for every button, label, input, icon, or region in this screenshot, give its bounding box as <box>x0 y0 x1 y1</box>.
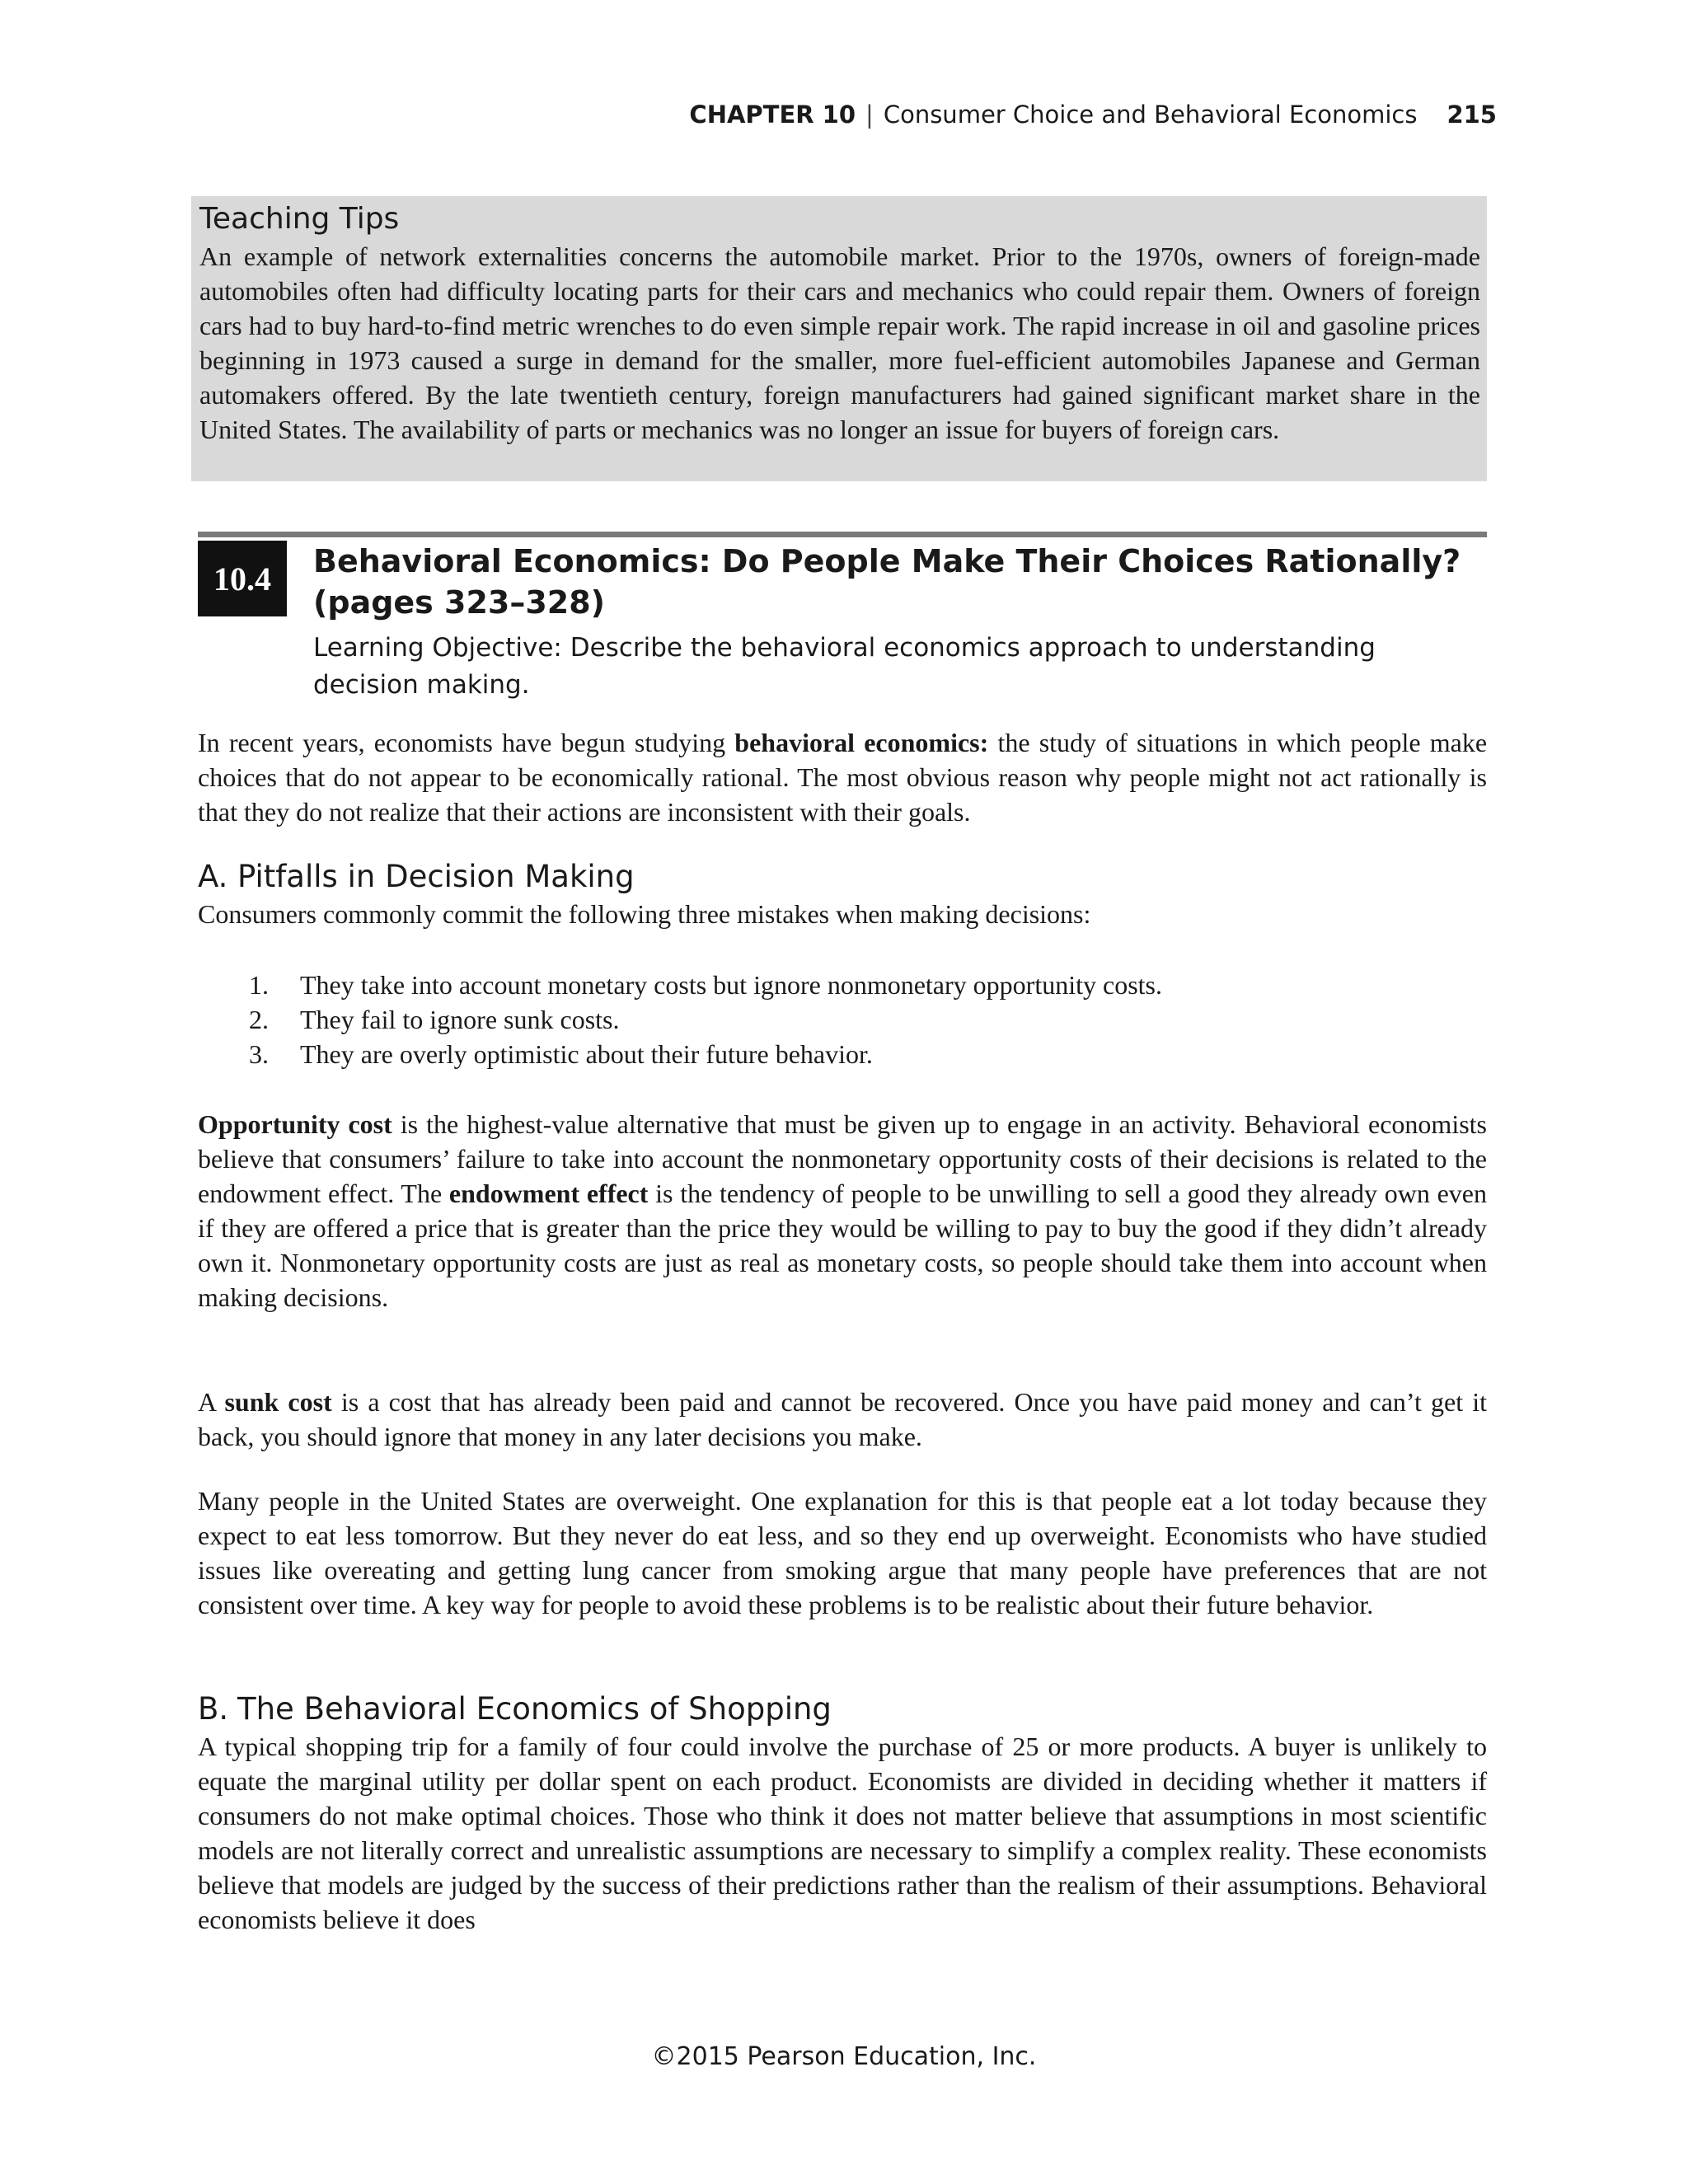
intro-block <box>198 725 1487 829</box>
intro-text-post: the study of situations in which people make choices that do not appear to be economically rational. The most obvious reason why people might not act rationally is that they do not realize that their actions are inconsistent with their goals. <box>198 728 1488 827</box>
list-item-text: They are overly optimistic about their future behavior. <box>300 1039 873 1069</box>
subsection-a-heading <box>198 857 1487 897</box>
intro-text-pre: In recent years, economists have begun studying <box>198 728 735 757</box>
overweight-paragraph: Many people in the United States are overweight. One explanation for this is that people eat a lot today because they expect to eat less tomorrow. But they never do eat less, and so they end up overweight. Economists who have studied issues like overeating and getting lung cancer from smoking argue that many people have preferences that are not consistent over time. A key way for people to avoid these problems is to be realistic about their future behavior. <box>198 1486 1487 1619</box>
list-item <box>198 1002 1487 1037</box>
running-header <box>689 101 1497 129</box>
subsection-b-heading <box>198 1690 1487 1729</box>
subsection-a-title: Pitfalls in Decision Making <box>237 859 635 894</box>
sunk-cost-paragraph <box>198 1385 1487 1454</box>
list-item-text: They fail to ignore sunk costs. <box>300 1005 620 1034</box>
list-item-number: 1. <box>249 970 269 1000</box>
term-endowment-effect: endowment effect <box>448 1179 649 1208</box>
opportunity-text-2: is the tendency of people to be unwilling to sell a good they already own even if they are offered a price that is greater than the price they would be willing to pay to buy the good if they didn’t already own it. Nonmonetary opportunity costs are just as real as monetary costs, so people should take them into account when making decisions. <box>198 1179 1488 1312</box>
intro-paragraph <box>198 725 1487 829</box>
header-separator: | <box>865 101 874 129</box>
overweight-block <box>198 1483 1487 1622</box>
subsection-b <box>198 1690 1487 1937</box>
section-title-line2: (pages 323–328) <box>313 584 606 621</box>
mistakes-list <box>198 968 1487 1071</box>
term-behavioral-economics: behavioral economics: <box>734 728 989 757</box>
opportunity-text-1: is the highest-value alternative that must be given up to engage in an activity. Behavioral economists believe that consumers’ failure to take into account the nonmonetary opportunity costs of their decisions is related to the endowment effect. The <box>198 1109 1488 1208</box>
mistakes-list-block <box>198 968 1487 1071</box>
section-title <box>313 541 1484 623</box>
list-item-text: They take into account monetary costs but ignore nonmonetary opportunity costs. <box>300 970 1162 1000</box>
section-divider <box>198 532 1487 537</box>
learning-objective: Learning Objective: Describe the behavioral economics approach to understanding decision making. <box>313 633 1376 700</box>
subsection-a <box>198 857 1487 931</box>
opportunity-cost-paragraph <box>198 1107 1487 1315</box>
footer-copyright: ©2015 Pearson Education, Inc. <box>651 2042 1037 2071</box>
subsection-b-body: A typical shopping trip for a family of four could involve the purchase of 25 or more products. A buyer is unlikely to equate the marginal utility per dollar spent on each product. Economists are divided in deciding whether it matters if consumers do not make optimal choices. Those who think it does not matter believe that assumptions in most scientific models are not literally correct and unrealistic assumptions are necessary to simplify a complex reality. These economists believe that models are judged by the success of their predictions rather than the realism of their assumptions. Behavioral economists believe it does <box>198 1732 1487 1934</box>
subsection-a-letter: A. <box>198 859 228 894</box>
list-item <box>198 968 1487 1002</box>
teaching-tips-title: Teaching Tips <box>199 202 400 236</box>
list-item-number: 2. <box>249 1005 269 1034</box>
teaching-tips-box <box>191 196 1487 481</box>
list-item-number: 3. <box>249 1039 269 1069</box>
page-number: 215 <box>1447 101 1497 129</box>
section-title-line1: Behavioral Economics: Do People Make Their Choices Rationally? <box>313 543 1461 579</box>
section-heading <box>313 541 1484 704</box>
subsection-b-title: The Behavioral Economics of Shopping <box>237 1691 832 1727</box>
list-item <box>198 1037 1487 1071</box>
chapter-title: Consumer Choice and Behavioral Economics <box>883 101 1418 129</box>
sunk-cost-block <box>198 1385 1487 1454</box>
teaching-tips-body: An example of network externalities concerns the automobile market. Prior to the 1970s, owners of foreign-made automobiles often had difficulty locating parts for their cars and mechanics who could repair them. Owners of foreign cars had to buy hard-to-find metric wrenches to do even simple repair work. The rapid increase in oil and gasoline prices beginning in 1973 caused a surge in demand for the smaller, more fuel-efficient automobiles Japanese and German automakers offered. By the late twentieth century, foreign manufacturers had gained significant market share in the United States. The availability of parts or mechanics was no longer an issue for buyers of foreign cars. <box>199 241 1480 444</box>
opportunity-cost-block <box>198 1107 1487 1315</box>
term-sunk-cost: sunk cost <box>224 1387 332 1417</box>
subsection-b-letter: B. <box>198 1691 229 1727</box>
section-number-badge: 10.4 <box>198 541 287 616</box>
term-opportunity-cost: Opportunity cost <box>198 1109 392 1139</box>
sunk-text-pre: A <box>198 1387 225 1417</box>
chapter-label: CHAPTER 10 <box>689 101 856 129</box>
subsection-a-lead: Consumers commonly commit the following three mistakes when making decisions: <box>198 899 1091 929</box>
sunk-text-post: is a cost that has already been paid and cannot be recovered. Once you have paid money and can’t get it back, you should ignore that money in any later decisions you make. <box>198 1387 1488 1451</box>
